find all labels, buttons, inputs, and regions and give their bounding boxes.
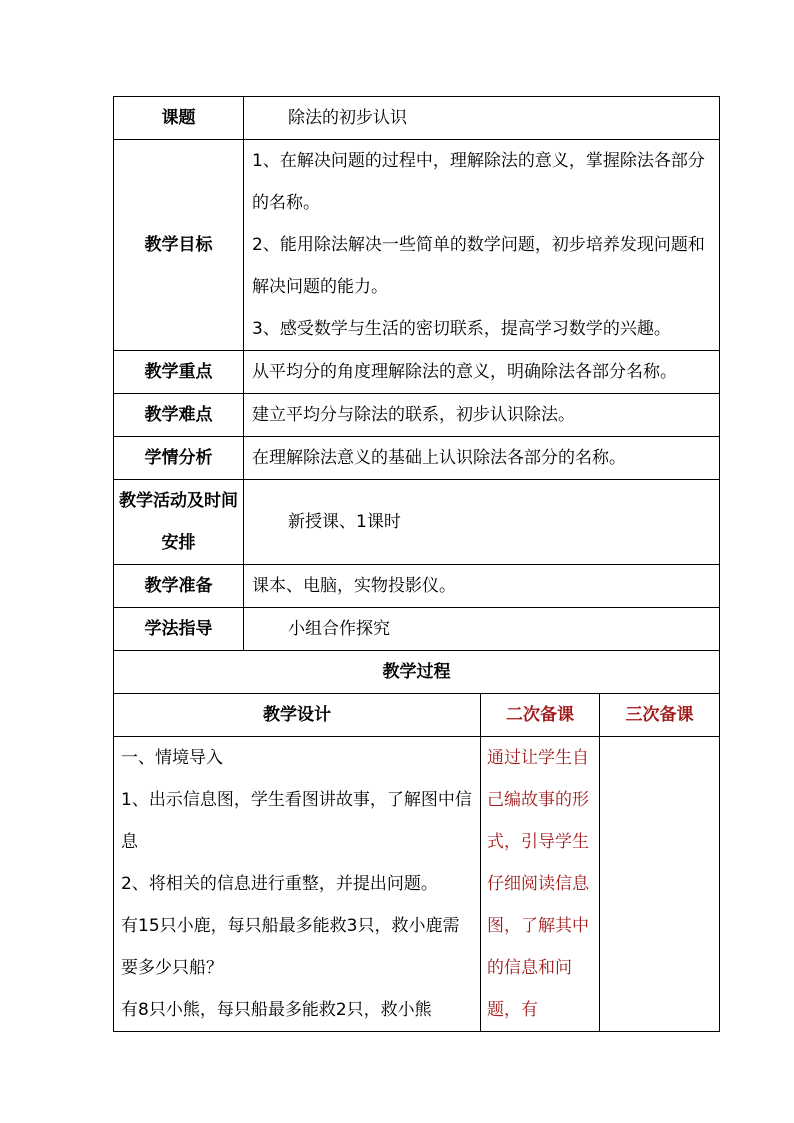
guidance-label: 学法指导 xyxy=(114,608,244,651)
column-second-prep: 二次备课 xyxy=(481,694,600,737)
key-points-value: 从平均分的角度理解除法的意义，明确除法各部分名称。 xyxy=(244,351,720,394)
objective-item: 3、感受数学与生活的密切联系，提高学习数学的兴趣。 xyxy=(252,319,671,339)
title-label: 课题 xyxy=(114,97,244,140)
design-line: 有15只小鹿，每只船最多能救3只，救小鹿需要多少只船？ xyxy=(121,916,460,978)
objectives-label: 教学目标 xyxy=(114,140,244,351)
schedule-value: 新授课、1课时 xyxy=(244,480,720,565)
objectives-list xyxy=(244,140,720,351)
third-prep-note xyxy=(600,737,720,1032)
preparation-label: 教学准备 xyxy=(114,565,244,608)
row-difficulties xyxy=(114,394,720,437)
column-design: 教学设计 xyxy=(114,694,481,737)
second-prep-text: 通过让学生自己编故事的形式，引导学生仔细阅读信息图，了解其中的信息和问题，有 xyxy=(487,748,589,1020)
design-line: 1、出示信息图，学生看图讲故事，了解图中信息 xyxy=(121,790,472,852)
column-third-prep: 三次备课 xyxy=(600,694,720,737)
process-header: 教学过程 xyxy=(114,651,720,694)
objective-item: 2、能用除法解决一些简单的数学问题，初步培养发现问题和解决问题的能力。 xyxy=(252,235,705,297)
row-process-columns xyxy=(114,694,720,737)
row-guidance xyxy=(114,608,720,651)
row-key-points xyxy=(114,351,720,394)
row-title xyxy=(114,97,720,140)
lesson-plan-table xyxy=(113,96,720,1032)
row-schedule xyxy=(114,480,720,565)
analysis-value: 在理解除法意义的基础上认识除法各部分的名称。 xyxy=(244,437,720,480)
row-process-body xyxy=(114,737,720,1032)
preparation-value: 课本、电脑，实物投影仪。 xyxy=(244,565,720,608)
row-analysis xyxy=(114,437,720,480)
objective-item: 1、在解决问题的过程中，理解除法的意义，掌握除法各部分的名称。 xyxy=(252,151,705,213)
guidance-value: 小组合作探究 xyxy=(244,608,720,651)
design-line: 一、情境导入 xyxy=(121,748,223,768)
analysis-label: 学情分析 xyxy=(114,437,244,480)
row-objectives xyxy=(114,140,720,351)
design-line: 有8只小熊，每只船最多能救2只，救小熊 xyxy=(121,1000,432,1020)
design-line: 2、将相关的信息进行重整，并提出问题。 xyxy=(121,874,438,894)
row-preparation xyxy=(114,565,720,608)
second-prep-note xyxy=(481,737,600,1032)
design-content xyxy=(114,737,481,1032)
schedule-label: 教学活动及时间安排 xyxy=(114,480,244,565)
title-value: 除法的初步认识 xyxy=(244,97,720,140)
difficulties-value: 建立平均分与除法的联系，初步认识除法。 xyxy=(244,394,720,437)
row-process-header xyxy=(114,651,720,694)
difficulties-label: 教学难点 xyxy=(114,394,244,437)
key-points-label: 教学重点 xyxy=(114,351,244,394)
